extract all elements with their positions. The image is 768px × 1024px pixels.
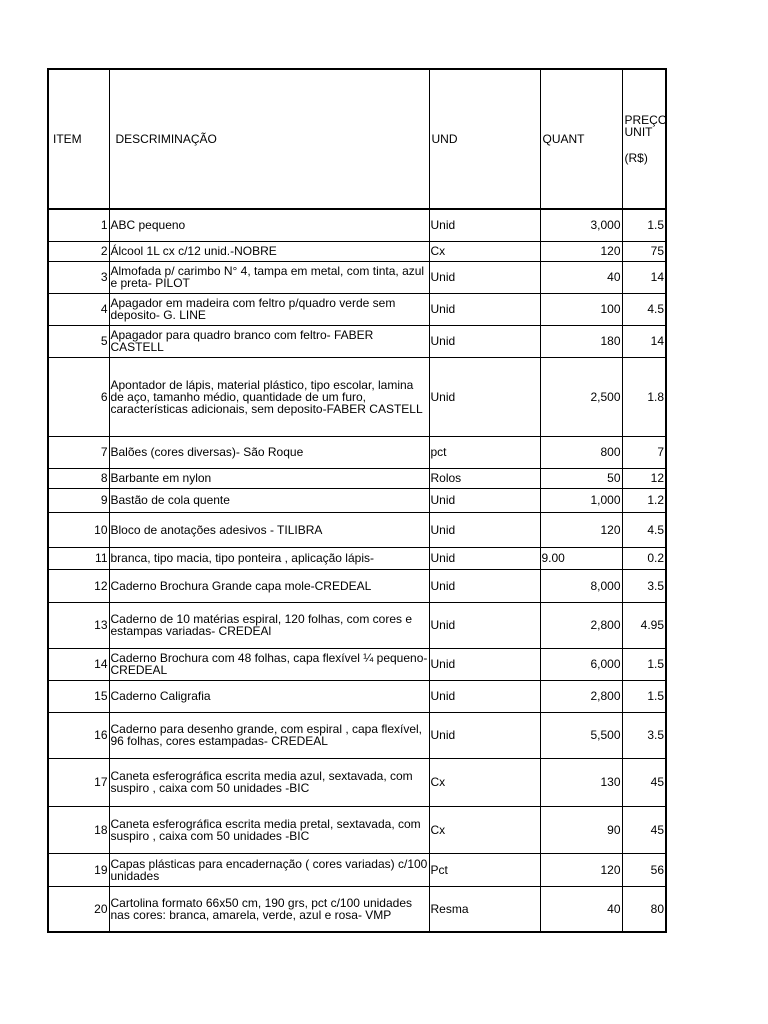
- row-unit: Unid: [429, 569, 540, 602]
- row-description: Barbante em nylon: [109, 468, 429, 488]
- row-unit-price: 3.5: [622, 712, 666, 758]
- table-row: [48, 512, 666, 547]
- row-unit-price: 1.5: [622, 209, 666, 241]
- row-unit-price: 4.95: [622, 602, 666, 648]
- row-unit: pct: [429, 436, 540, 468]
- row-description: Apontador de lápis, material plástico, tipo escolar, lamina de aço, tamanho médio, quantidade de um furo, características adicionais, sem deposito-FABER CASTELL: [109, 357, 429, 436]
- row-description: Álcool 1L cx c/12 unid.-NOBRE: [109, 241, 429, 261]
- row-item-number: 3: [48, 261, 109, 293]
- row-quantity: 2,800: [540, 680, 622, 712]
- row-quantity: 130: [540, 758, 622, 806]
- table-row: [48, 209, 666, 241]
- row-item-number: 8: [48, 468, 109, 488]
- row-unit: Pct: [429, 853, 540, 886]
- row-item-number: 17: [48, 758, 109, 806]
- row-description: Cartolina formato 66x50 cm, 190 grs, pct c/100 unidades nas cores: branca, amarela, verde, azul e rosa- VMP: [109, 886, 429, 932]
- row-description: Apagador para quadro branco com feltro- FABER CASTELL: [109, 325, 429, 357]
- row-unit-price: 0.2: [622, 547, 666, 569]
- row-item-number: 18: [48, 806, 109, 853]
- header-quantity: QUANT: [540, 69, 622, 209]
- row-item-number: 10: [48, 512, 109, 547]
- table-row: [48, 293, 666, 325]
- row-unit-price: 75: [622, 241, 666, 261]
- table-row: [48, 547, 666, 569]
- table-row: [48, 680, 666, 712]
- row-item-number: 20: [48, 886, 109, 932]
- row-item-number: 2: [48, 241, 109, 261]
- row-unit: Unid: [429, 648, 540, 680]
- row-quantity: 5,500: [540, 712, 622, 758]
- row-unit-price: 14: [622, 261, 666, 293]
- row-unit: Unid: [429, 293, 540, 325]
- row-description: Caneta esferográfica escrita media azul, sextavada, com suspiro , caixa com 50 unidades -BIC: [109, 758, 429, 806]
- row-item-number: 13: [48, 602, 109, 648]
- row-description: Caderno para desenho grande, com espiral , capa flexível, 96 folhas, cores estampadas- CREDEAL: [109, 712, 429, 758]
- table-row: [48, 261, 666, 293]
- table-row: [48, 569, 666, 602]
- row-unit-price: 7: [622, 436, 666, 468]
- row-quantity: 9.00: [540, 547, 622, 569]
- header-price-line1: PREÇO: [624, 113, 668, 127]
- row-unit-price: 1.5: [622, 648, 666, 680]
- row-quantity: 40: [540, 261, 622, 293]
- row-unit-price: 1.5: [622, 680, 666, 712]
- row-description: Caderno de 10 matérias espiral, 120 folhas, com cores e estampas variadas- CREDEAl: [109, 602, 429, 648]
- table-row: [48, 241, 666, 261]
- row-quantity: 800: [540, 436, 622, 468]
- row-description: Balões (cores diversas)- São Roque: [109, 436, 429, 468]
- price-table: [47, 68, 667, 933]
- table-row: [48, 488, 666, 512]
- table-row: [48, 758, 666, 806]
- row-unit: Unid: [429, 680, 540, 712]
- row-item-number: 11: [48, 547, 109, 569]
- table-row: [48, 712, 666, 758]
- row-item-number: 15: [48, 680, 109, 712]
- row-item-number: 16: [48, 712, 109, 758]
- row-unit-price: 12: [622, 468, 666, 488]
- table-row: [48, 648, 666, 680]
- row-description: ABC pequeno: [109, 209, 429, 241]
- row-item-number: 5: [48, 325, 109, 357]
- row-item-number: 9: [48, 488, 109, 512]
- row-unit: Cx: [429, 241, 540, 261]
- header-price-line3: (R$): [624, 151, 648, 165]
- row-quantity: 90: [540, 806, 622, 853]
- table-row: [48, 436, 666, 468]
- row-unit-price: 80: [622, 886, 666, 932]
- row-quantity: 6,000: [540, 648, 622, 680]
- row-quantity: 120: [540, 853, 622, 886]
- row-quantity: 180: [540, 325, 622, 357]
- row-unit-price: 4.5: [622, 512, 666, 547]
- row-unit: Unid: [429, 712, 540, 758]
- row-quantity: 1,000: [540, 488, 622, 512]
- header-description: DESCRIMINAÇÃO: [109, 69, 429, 209]
- row-item-number: 4: [48, 293, 109, 325]
- row-unit: Cx: [429, 806, 540, 853]
- table-row: [48, 806, 666, 853]
- row-unit-price: 56: [622, 853, 666, 886]
- table-row: [48, 357, 666, 436]
- header-item: ITEM: [48, 69, 109, 209]
- row-quantity: 50: [540, 468, 622, 488]
- row-description: Caderno Brochura com 48 folhas, capa flexível ¼ pequeno- CREDEAL: [109, 648, 429, 680]
- table-row: [48, 886, 666, 932]
- row-unit-price: 45: [622, 806, 666, 853]
- header-unit: UND: [429, 69, 540, 209]
- row-quantity: 8,000: [540, 569, 622, 602]
- row-unit: Unid: [429, 547, 540, 569]
- row-unit-price: 14: [622, 325, 666, 357]
- row-unit: Unid: [429, 488, 540, 512]
- row-quantity: 2,500: [540, 357, 622, 436]
- row-quantity: 3,000: [540, 209, 622, 241]
- row-unit: Unid: [429, 512, 540, 547]
- table-row: [48, 853, 666, 886]
- row-item-number: 1: [48, 209, 109, 241]
- row-description: Apagador em madeira com feltro p/quadro verde sem deposito- G. LINE: [109, 293, 429, 325]
- row-unit: Unid: [429, 325, 540, 357]
- row-description: Capas plásticas para encadernação ( cores variadas) c/100 unidades: [109, 853, 429, 886]
- row-description: Caderno Brochura Grande capa mole-CREDEAL: [109, 569, 429, 602]
- row-unit: Unid: [429, 602, 540, 648]
- row-unit-price: 45: [622, 758, 666, 806]
- table-row: [48, 602, 666, 648]
- row-description: Caneta esferográfica escrita media pretal, sextavada, com suspiro , caixa com 50 unidades -BIC: [109, 806, 429, 853]
- row-quantity: 120: [540, 241, 622, 261]
- row-description: Bloco de anotações adesivos - TILIBRA: [109, 512, 429, 547]
- header-price-line2: UNIT: [624, 125, 653, 139]
- row-unit-price: 4.5: [622, 293, 666, 325]
- row-unit: Rolos: [429, 468, 540, 488]
- row-unit: Cx: [429, 758, 540, 806]
- row-item-number: 12: [48, 569, 109, 602]
- row-description: branca, tipo macia, tipo ponteira , aplicação lápis-: [109, 547, 429, 569]
- row-quantity: 100: [540, 293, 622, 325]
- row-item-number: 14: [48, 648, 109, 680]
- row-unit-price: 1.8: [622, 357, 666, 436]
- row-unit: Resma: [429, 886, 540, 932]
- row-quantity: 120: [540, 512, 622, 547]
- table-row: [48, 468, 666, 488]
- row-quantity: 2,800: [540, 602, 622, 648]
- row-description: Almofada p/ carimbo N° 4, tampa em metal, com tinta, azul e preta- PILOT: [109, 261, 429, 293]
- row-quantity: 40: [540, 886, 622, 932]
- row-unit: Unid: [429, 261, 540, 293]
- row-unit-price: 1.2: [622, 488, 666, 512]
- table-row: [48, 325, 666, 357]
- row-unit: Unid: [429, 209, 540, 241]
- row-item-number: 6: [48, 357, 109, 436]
- header-row: [48, 69, 666, 209]
- row-unit: Unid: [429, 357, 540, 436]
- row-description: Caderno Caligrafia: [109, 680, 429, 712]
- row-unit-price: 3.5: [622, 569, 666, 602]
- row-description: Bastão de cola quente: [109, 488, 429, 512]
- row-item-number: 7: [48, 436, 109, 468]
- row-item-number: 19: [48, 853, 109, 886]
- header-price: [622, 69, 666, 209]
